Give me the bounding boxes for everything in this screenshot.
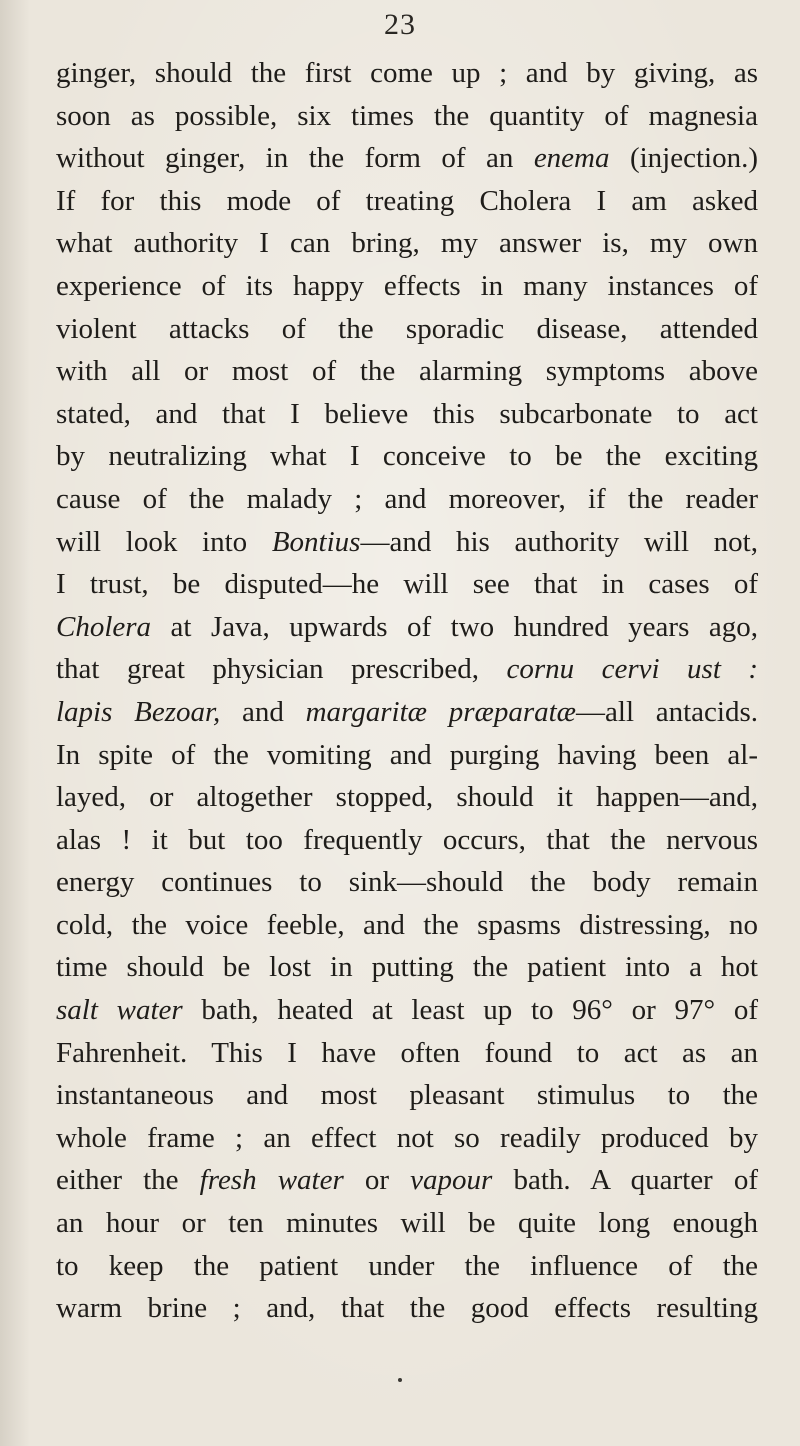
text-run: and [220,695,306,728]
text-run: or [343,1164,411,1197]
text-run: stated, and that I believe this subcarbonate to act [56,397,758,430]
text-line [56,1074,758,1117]
text-run: cause of the malady ; and moreover, if the reader [56,482,758,515]
text-run: —all antacids. [576,695,758,728]
text-line [56,989,758,1032]
text-run: ginger, should the first come up ; and by giving, as [56,57,758,89]
text-run: energy continues to sink—should the body remain [56,866,758,899]
text-run: whole frame ; an effect not so readily produced by [56,1121,758,1154]
text-run: violent attacks of the sporadic disease, attended [56,312,758,345]
text-run: either the [56,1164,200,1197]
text-run: will look into [56,525,272,558]
italic-text: cornu cervi ust : [506,653,758,686]
text-run: bath. A quarter of [492,1164,758,1197]
text-line [56,180,758,223]
text-run: experience of its happy effects in many instances of [56,269,758,302]
text-run: time should be lost in putting the patient into a hot [56,951,758,984]
text-line [56,1032,758,1075]
text-line [56,946,758,989]
text-run: In spite of the vomiting and purging having been al- [56,738,758,771]
text-run: an hour or ten minutes will be quite long enough [56,1207,758,1240]
text-line [56,95,758,138]
body-text [56,52,758,1330]
text-run: soon as possible, six times the quantity of magnesia [56,99,758,132]
text-run: at Java, upwards of two hundred years ago, [151,610,758,643]
italic-text: Cholera [56,610,152,643]
text-line [56,350,758,393]
text-line [56,1287,758,1330]
text-run: by neutralizing what I conceive to be the exciting [56,440,758,473]
italic-text: vapour [410,1164,493,1197]
ink-speck [398,1378,402,1382]
text-line [56,1117,758,1160]
page-edge-shadow [0,0,30,1446]
text-run: cold, the voice feeble, and the spasms distressing, no [56,908,758,941]
text-line [56,1159,758,1202]
italic-text: margaritæ præparatæ [305,695,577,728]
text-run: without ginger, in the form of an [56,142,534,175]
text-run: alas ! it but too frequently occurs, that the nervous [56,823,758,856]
text-run: (injection.) [609,142,758,175]
text-line [56,563,758,606]
text-run: layed, or altogether stopped, should it happen—and, [56,781,758,814]
text-run: bath, heated at least up to 96° or 97° of [182,994,758,1027]
text-line [56,819,758,862]
text-line [56,904,758,947]
text-line [56,393,758,436]
text-run: Fahrenheit. This I have often found to act as an [56,1036,758,1069]
italic-text: Bontius [271,525,361,558]
text-run: instantaneous and most pleasant stimulus to the [56,1079,758,1112]
italic-text: enema [533,142,610,175]
text-line [56,1202,758,1245]
text-run: —and his authority will not, [360,525,758,558]
text-line [56,734,758,777]
text-line [56,478,758,521]
text-line [56,521,758,564]
text-line [56,222,758,265]
page-number: 23 [384,8,416,41]
text-line [56,606,758,649]
text-line [56,435,758,478]
text-run: If for this mode of treating Cholera I am asked [56,184,758,217]
italic-text: lapis Bezoar, [56,695,221,728]
text-line [56,861,758,904]
text-line [56,776,758,819]
italic-text: salt water [56,994,183,1027]
text-line [56,1245,758,1288]
text-line [56,648,758,691]
text-line [56,308,758,351]
text-run: that great physician prescribed, [56,653,507,686]
text-run: with all or most of the alarming symptoms above [56,355,758,388]
text-run: warm brine ; and, that the good effects resulting [56,1292,758,1325]
text-run: to keep the patient under the influence of the [56,1249,758,1282]
text-line [56,52,758,95]
text-line [56,265,758,308]
text-line [56,137,758,180]
text-run: what authority I can bring, my answer is, my own [56,227,758,260]
italic-text: fresh water [199,1164,344,1197]
text-run: I trust, be disputed—he will see that in cases of [56,568,758,601]
text-line [56,691,758,734]
